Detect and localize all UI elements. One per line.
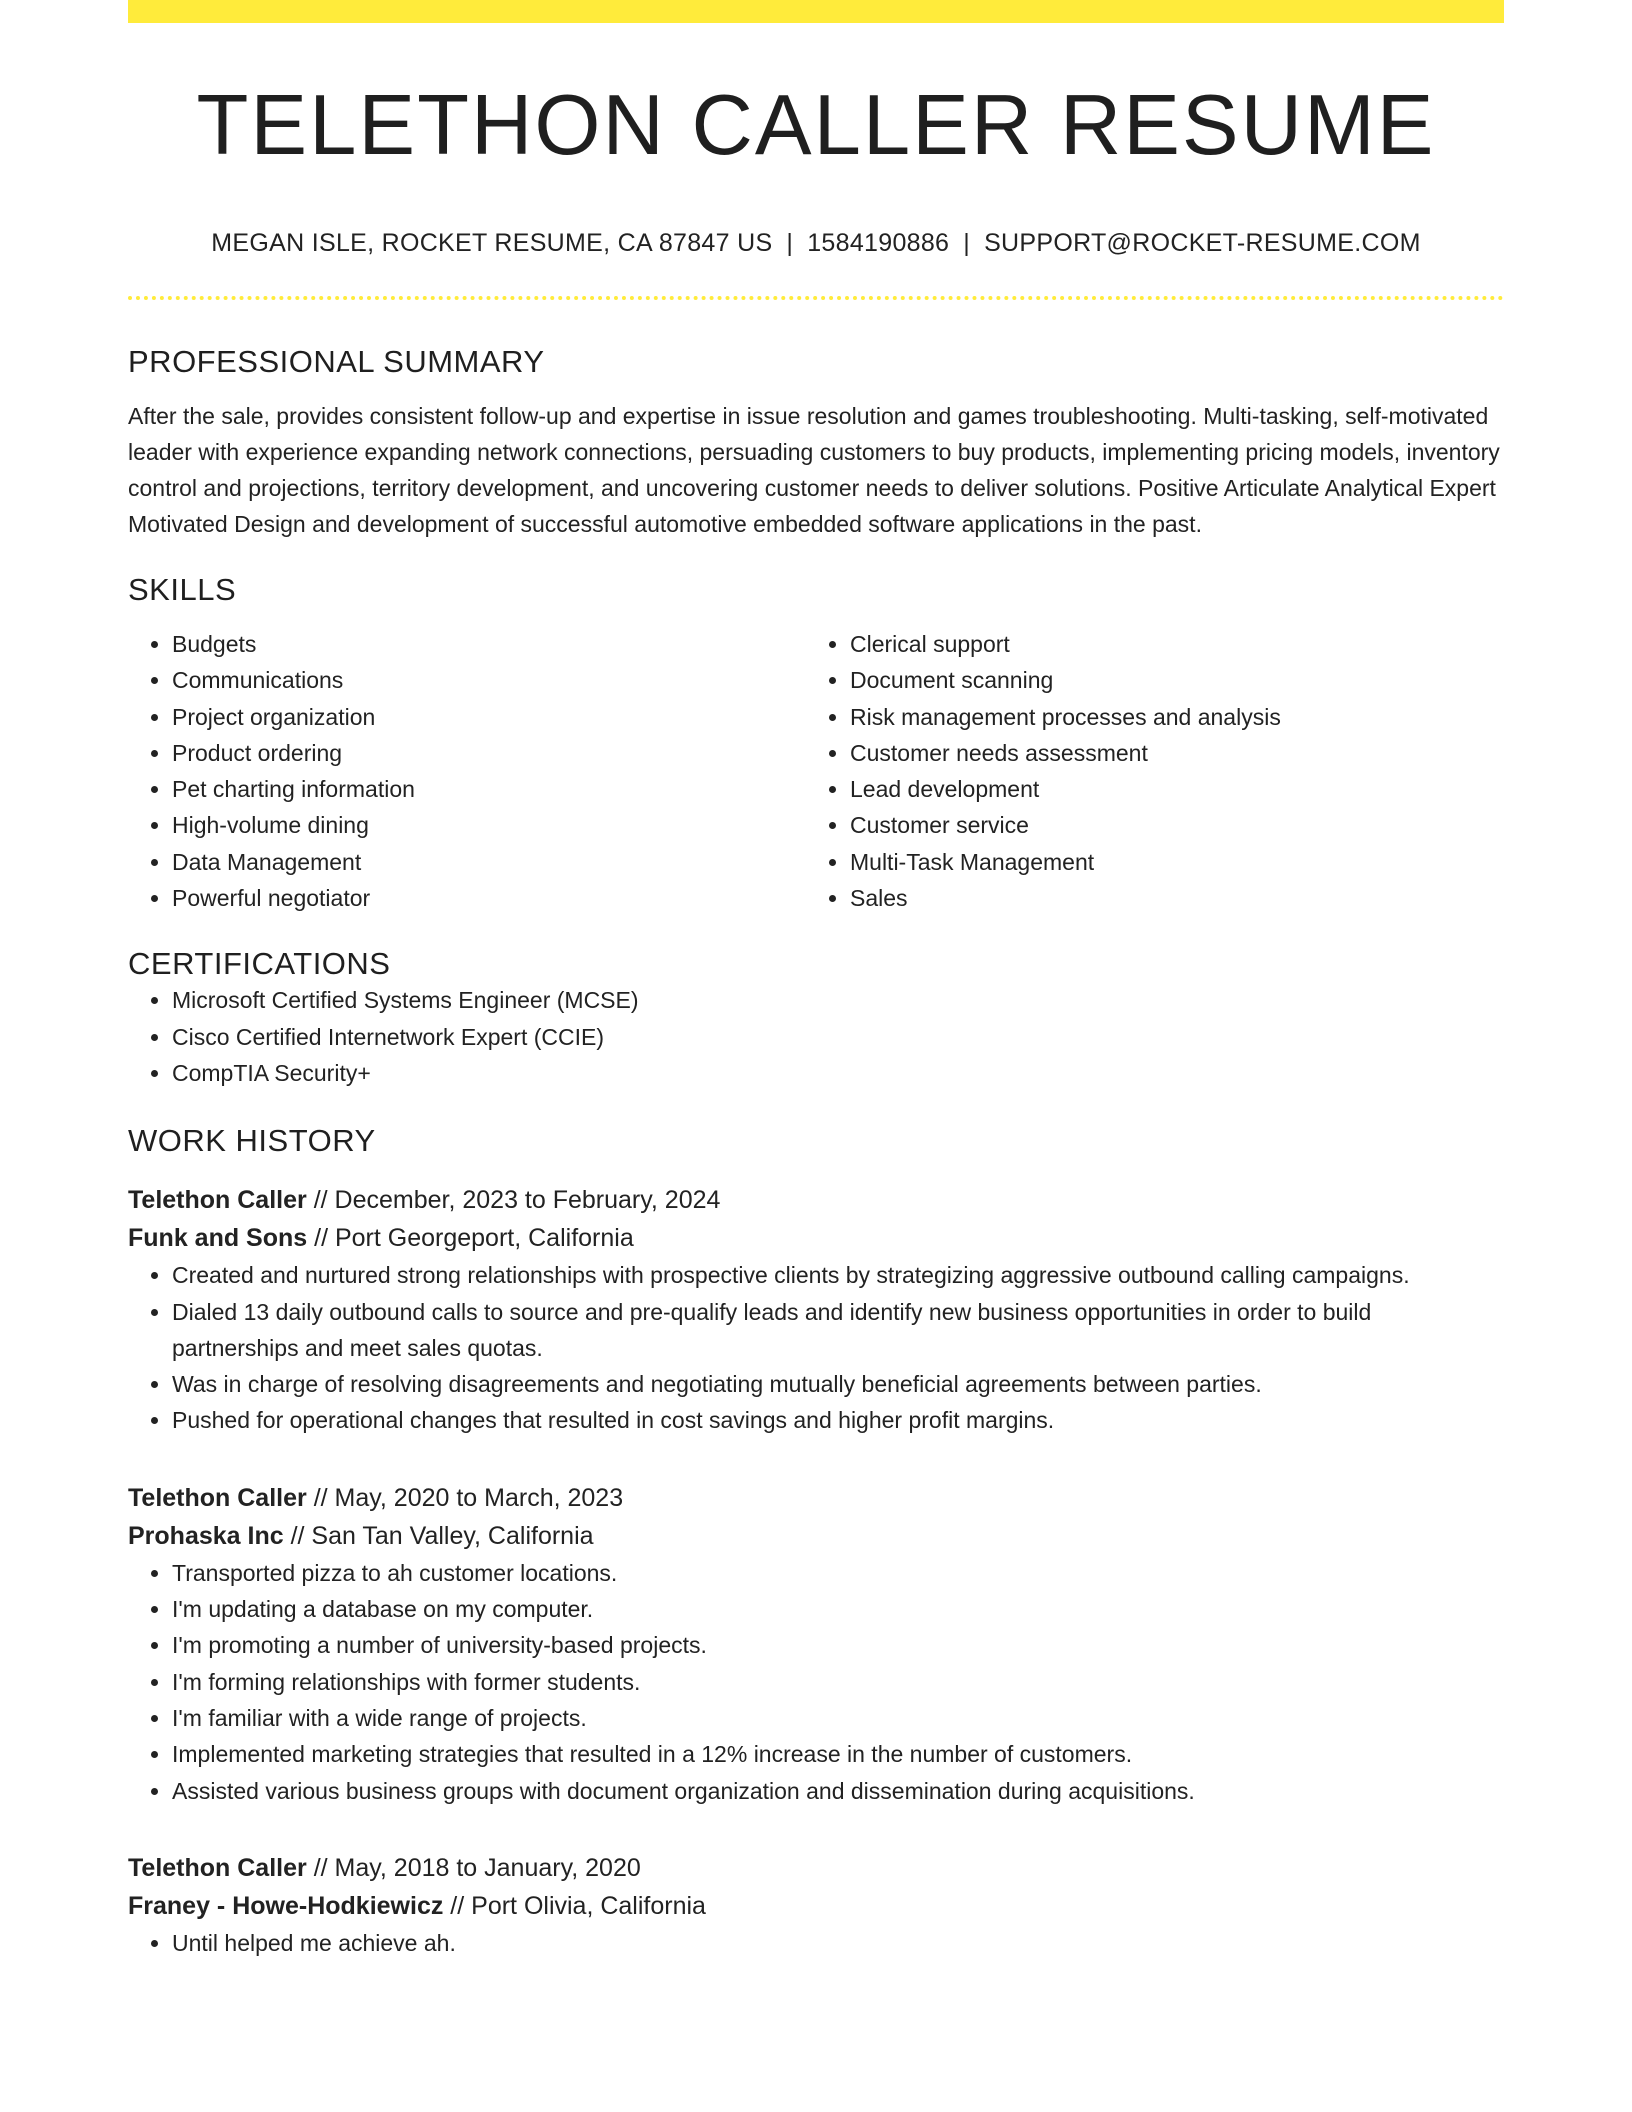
top-accent-bar — [128, 0, 1504, 23]
job-company: Funk and Sons — [128, 1224, 308, 1253]
dotted-divider — [128, 296, 1504, 300]
job-company-line — [128, 1517, 1504, 1555]
job-bullet: • Transported pizza to ah customer locations. — [172, 1555, 1504, 1591]
contact-line — [128, 229, 1504, 258]
job-bullets — [128, 1925, 1504, 1961]
contact-separator: | — [786, 229, 794, 257]
skill-item: • Product ordering — [172, 735, 806, 771]
job-bullet: • Implemented marketing strategies that resulted in a 12% increase in the number of customers. — [172, 1736, 1504, 1772]
job-bullet: • I'm familiar with a wide range of projects. — [172, 1700, 1504, 1736]
job-bullets — [128, 1555, 1504, 1809]
certification-item: • Microsoft Certified Systems Engineer (MCSE) — [172, 982, 1504, 1018]
job-bullet: • Until helped me achieve ah. — [172, 1925, 1504, 1961]
skills-list-right — [806, 626, 1484, 916]
job-bullet: • Dialed 13 daily outbound calls to source and pre-qualify leads and identify new business opportunities in order to build partnerships and meet sales quotas. — [172, 1294, 1504, 1367]
contact-separator: | — [963, 229, 971, 257]
skills-column-right — [806, 626, 1484, 916]
job-entry — [128, 1181, 1504, 1438]
skill-item: • High-volume dining — [172, 807, 806, 843]
job-bullet: • I'm promoting a number of university-based projects. — [172, 1627, 1504, 1663]
skill-item: • Clerical support — [850, 626, 1484, 662]
job-title: Telethon Caller — [128, 1483, 307, 1512]
job-company: Prohaska Inc — [128, 1521, 284, 1550]
contact-email: SUPPORT@ROCKET-RESUME.COM — [984, 229, 1421, 257]
job-dates: // December, 2023 to February, 2024 — [306, 1186, 721, 1215]
skill-item: • Sales — [850, 880, 1484, 916]
certification-item: • CompTIA Security+ — [172, 1055, 1504, 1091]
skill-item: • Pet charting information — [172, 771, 806, 807]
skills-column-left — [128, 626, 806, 916]
job-bullet: • Created and nurtured strong relationships with prospective clients by strategizing aggressive outbound calling campaigns. — [172, 1257, 1504, 1293]
certifications-list — [128, 982, 1504, 1091]
skills-heading: SKILLS — [128, 572, 237, 607]
job-title-line — [128, 1849, 1504, 1887]
job-bullet: • Was in charge of resolving disagreements and negotiating mutually beneficial agreements between parties. — [172, 1366, 1504, 1402]
job-location: // Port Olivia, California — [443, 1891, 706, 1920]
job-entry — [128, 1849, 1504, 1961]
skill-item: • Powerful negotiator — [172, 880, 806, 916]
skill-item: • Data Management — [172, 844, 806, 880]
job-bullets — [128, 1257, 1504, 1438]
job-location: // San Tan Valley, California — [283, 1521, 594, 1550]
job-bullet: • Assisted various business groups with document organization and dissemination during acquisitions. — [172, 1773, 1504, 1809]
job-title: Telethon Caller — [128, 1186, 307, 1215]
skill-item: • Multi-Task Management — [850, 844, 1484, 880]
job-dates: // May, 2018 to January, 2020 — [306, 1853, 641, 1882]
job-dates: // May, 2020 to March, 2023 — [306, 1483, 624, 1512]
contact-address: MEGAN ISLE, ROCKET RESUME, CA 87847 US — [211, 229, 773, 257]
job-company: Franey - Howe-Hodkiewicz — [128, 1891, 444, 1920]
resume-page — [128, 0, 1504, 1961]
skill-item: • Lead development — [850, 771, 1484, 807]
job-location: // Port Georgeport, California — [307, 1224, 634, 1253]
job-bullet: • I'm forming relationships with former students. — [172, 1664, 1504, 1700]
skills-list-left — [128, 626, 806, 916]
skills-grid — [128, 626, 1504, 916]
summary-text: After the sale, provides consistent follow-up and expertise in issue resolution and games troubleshooting. Multi-tasking, self-motivated leader with experience expanding network connections, persuading customers to buy products, implementing pricing models, inventory control and projections, territory development, and uncovering customer needs to deliver solutions. Positive Articulate Analytical Expert Motivated Design and development of successful automotive embedded software applications in the past. — [128, 403, 1500, 537]
skill-item: • Customer needs assessment — [850, 735, 1484, 771]
certification-item: • Cisco Certified Internetwork Expert (CCIE) — [172, 1019, 1504, 1055]
job-bullet: • I'm updating a database on my computer. — [172, 1591, 1504, 1627]
contact-phone: 1584190886 — [807, 229, 950, 257]
skill-item: • Budgets — [172, 626, 806, 662]
job-bullet: • Pushed for operational changes that resulted in cost savings and higher profit margins. — [172, 1402, 1504, 1438]
skill-item: • Customer service — [850, 807, 1484, 843]
resume-title: TELETHON CALLER RESUME — [196, 78, 1436, 173]
job-company-line — [128, 1887, 1504, 1925]
job-title-line — [128, 1181, 1504, 1219]
work-history-heading: WORK HISTORY — [128, 1123, 376, 1159]
certifications-heading: CERTIFICATIONS — [128, 946, 391, 982]
summary-heading: PROFESSIONAL SUMMARY — [128, 344, 545, 379]
job-title-line — [128, 1479, 1504, 1517]
skill-item: • Risk management processes and analysis — [850, 699, 1484, 735]
job-title: Telethon Caller — [128, 1853, 307, 1882]
skill-item: • Document scanning — [850, 662, 1484, 698]
skill-item: • Project organization — [172, 699, 806, 735]
job-company-line — [128, 1219, 1504, 1257]
job-entry — [128, 1479, 1504, 1809]
skill-item: • Communications — [172, 662, 806, 698]
